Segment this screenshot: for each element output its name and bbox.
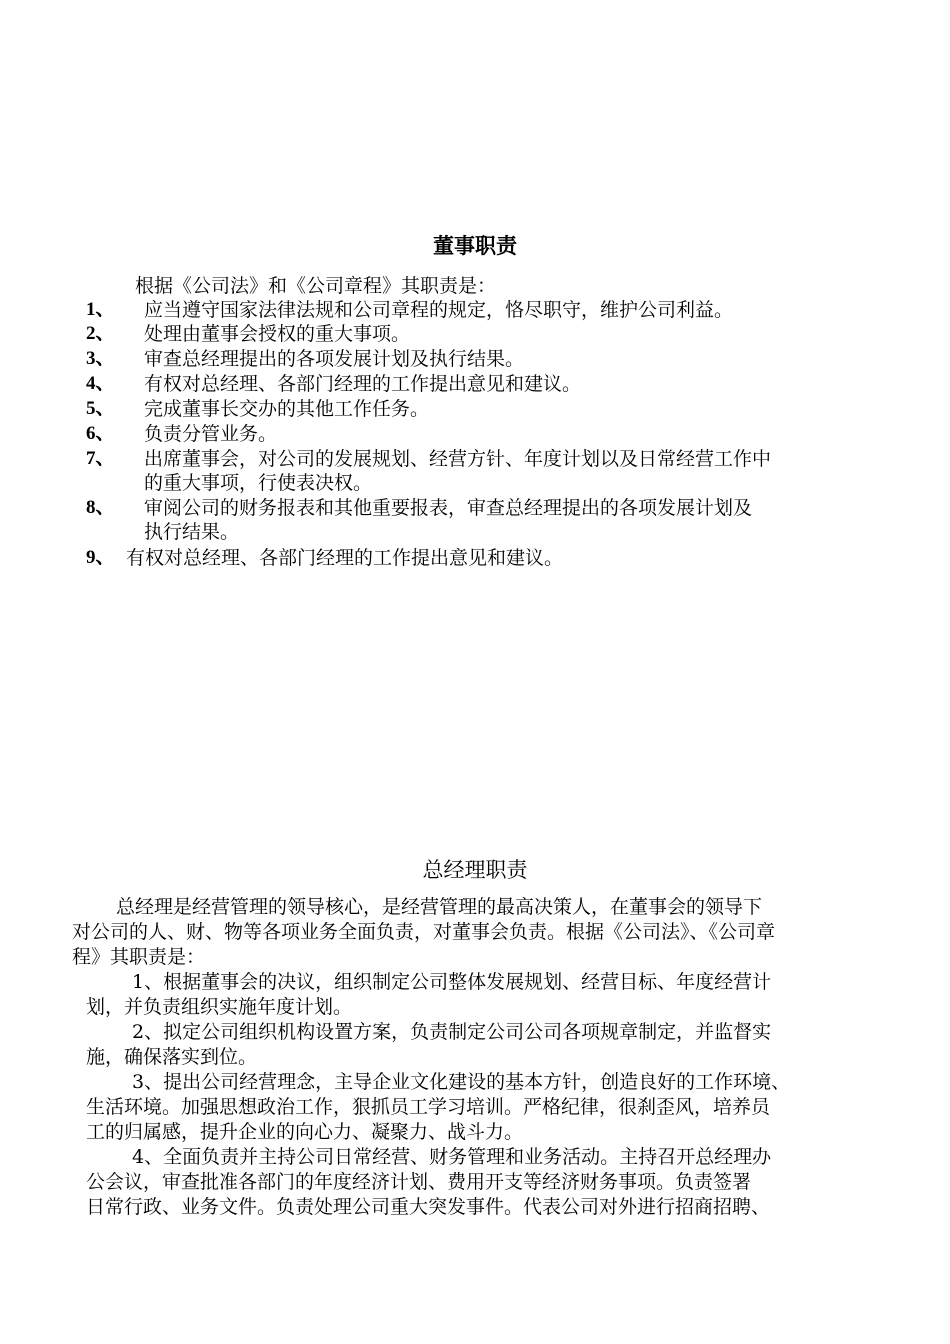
item-text: 审查总经理提出的各项发展计划及执行结果。 xyxy=(144,348,525,370)
gm-duty-item xyxy=(86,970,886,1020)
list-item xyxy=(86,372,886,396)
duty-line: 公会议，审查批准各部门的年度经济计划、费用开支等经济财务事项。负责签署 xyxy=(86,1171,752,1193)
list-item xyxy=(86,298,886,322)
duty-line: 4、全面负责并主持公司日常经营、财务管理和业务活动。主持召开总经理办 xyxy=(132,1146,772,1168)
duty-line: 1、根据董事会的决议，组织制定公司整体发展规划、经营目标、年度经营计 xyxy=(132,971,772,993)
gm-duties-intro xyxy=(72,895,882,970)
item-number: 4、 xyxy=(86,373,115,394)
list-item xyxy=(86,422,886,446)
intro-line: 总经理是经营管理的领导核心，是经营管理的最高决策人，在董事会的领导下 xyxy=(116,896,763,918)
item-text: 有权对总经理、各部门经理的工作提出意见和建议。 xyxy=(126,547,564,569)
item-text: 应当遵守国家法律法规和公司章程的规定，恪尽职守，维护公司利益。 xyxy=(144,299,734,321)
item-text: 处理由董事会授权的重大事项。 xyxy=(144,323,411,345)
item-text-cont: 执行结果。 xyxy=(144,521,240,543)
item-number: 7、 xyxy=(86,448,115,469)
list-item xyxy=(86,546,886,570)
gm-duty-item xyxy=(86,1145,886,1220)
list-item xyxy=(86,347,886,371)
duty-line: 日常行政、业务文件。负责处理公司重大突发事件。代表公司对外进行招商招聘、 xyxy=(86,1196,771,1218)
gm-duties-title: 总经理职责 xyxy=(422,858,528,882)
item-text: 负责分管业务。 xyxy=(144,423,278,445)
item-number: 9、 xyxy=(86,547,115,568)
board-duties-intro: 根据《公司法》和《公司章程》其职责是： xyxy=(135,275,497,297)
duty-line: 2、拟定公司组织机构设置方案，负责制定公司公司各项规章制定，并监督实 xyxy=(132,1021,772,1043)
gm-duty-item xyxy=(86,1020,886,1070)
item-text: 出席董事会，对公司的发展规划、经营方针、年度计划以及日常经营工作中 xyxy=(144,448,772,470)
list-item xyxy=(86,496,886,544)
gm-duty-item xyxy=(86,1070,886,1145)
item-number: 8、 xyxy=(86,497,115,518)
duty-line: 工的归属感，提升企业的向心力、凝聚力、战斗力。 xyxy=(86,1121,524,1143)
item-number: 6、 xyxy=(86,423,115,444)
list-item xyxy=(86,397,886,421)
intro-line: 对公司的人、财、物等各项业务全面负责，对董事会负责。根据《公司法》、《公司章 xyxy=(72,921,776,943)
intro-line: 程》其职责是： xyxy=(72,946,206,968)
duty-line: 施，确保落实到位。 xyxy=(86,1046,258,1068)
item-text: 有权对总经理、各部门经理的工作提出意见和建议。 xyxy=(144,373,582,395)
item-text: 审阅公司的财务报表和其他重要报表，审查总经理提出的各项发展计划及 xyxy=(144,497,753,519)
item-text-cont: 的重大事项，行使表决权。 xyxy=(144,472,373,494)
duty-line: 生活环境。加强思想政治工作，狠抓员工学习培训。严格纪律，很刹歪风，培养员 xyxy=(86,1096,771,1118)
item-number: 2、 xyxy=(86,323,115,344)
duty-line: 划，并负责组织实施年度计划。 xyxy=(86,996,353,1018)
duty-line: 3、提出公司经营理念，主导企业文化建设的基本方针，创造良好的工作环境、 xyxy=(132,1071,791,1093)
list-item xyxy=(86,447,886,495)
list-item xyxy=(86,322,886,346)
item-number: 5、 xyxy=(86,398,115,419)
item-number: 1、 xyxy=(86,299,115,320)
item-number: 3、 xyxy=(86,348,115,369)
item-text: 完成董事长交办的其他工作任务。 xyxy=(144,398,430,420)
board-duties-title: 董事职责 xyxy=(433,233,517,258)
